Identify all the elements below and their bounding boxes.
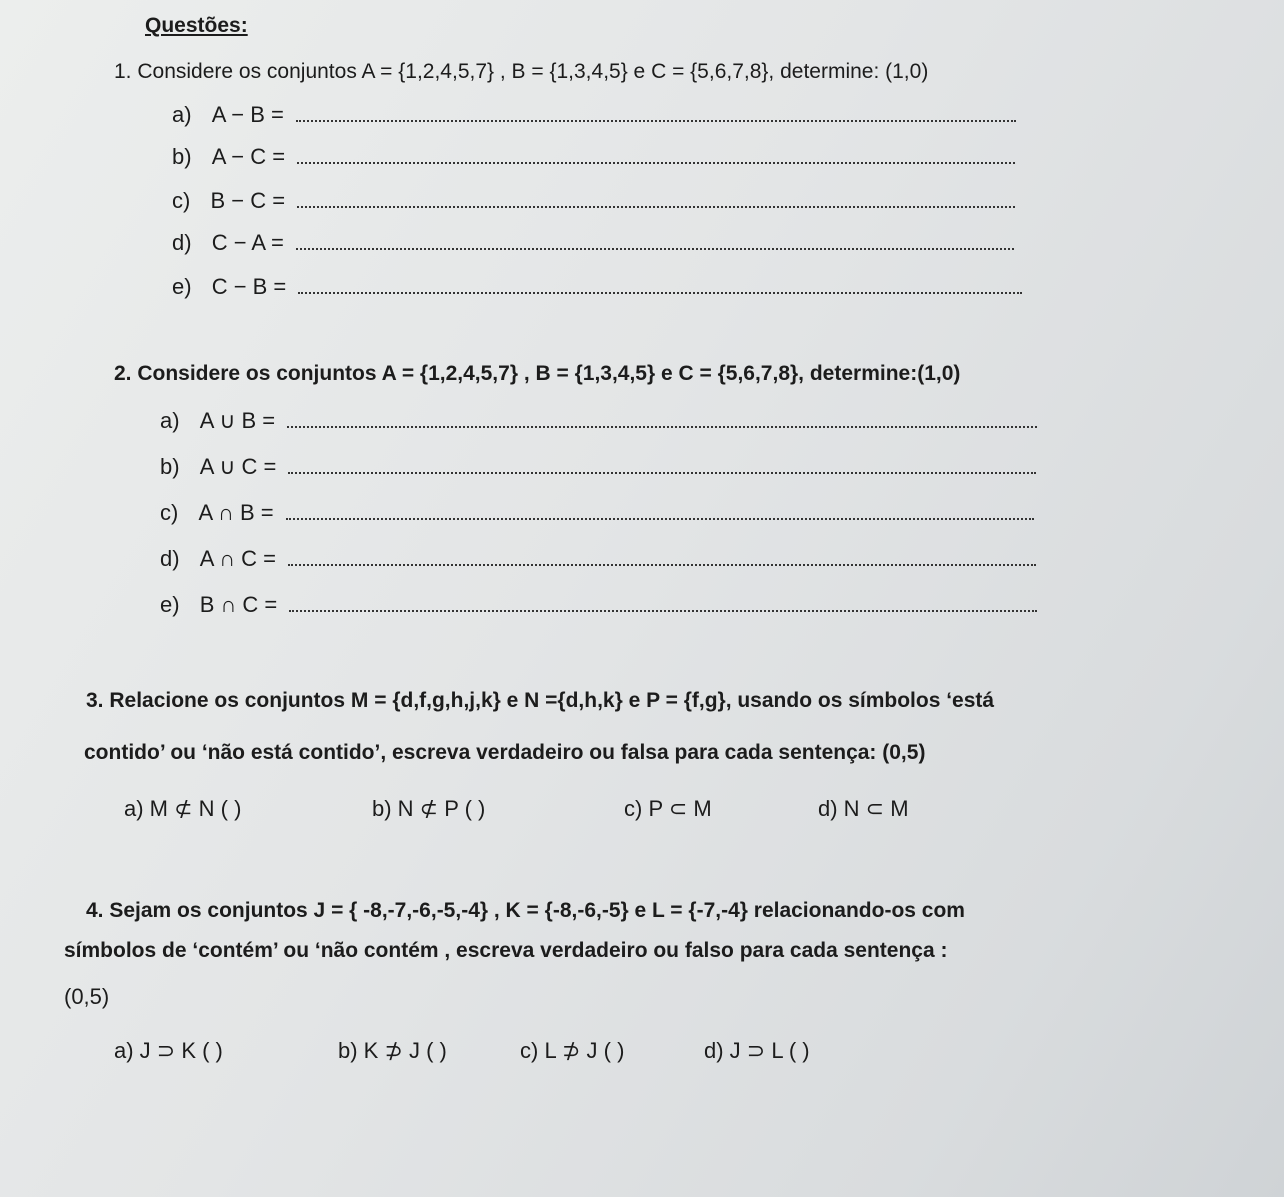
q1-item-b-expr: A − C = bbox=[211, 144, 286, 169]
q1-item-e-expr: C − B = bbox=[211, 274, 287, 299]
q2-item-c-label: c) bbox=[160, 500, 179, 525]
answer-line[interactable] bbox=[286, 517, 1034, 520]
q4-choice-a[interactable]: a) J ⊃ K ( ) bbox=[114, 1038, 223, 1063]
q3-choice-b[interactable]: b) N ⊄ P ( ) bbox=[372, 796, 486, 821]
q1-item-c-expr: B − C = bbox=[210, 188, 286, 213]
answer-line[interactable] bbox=[296, 119, 1016, 122]
question-4-line-1: 4. Sejam os conjuntos J = { -8,-7,-6,-5,-4} , K = {-8,-6,-5} e L = {-7,-4} relacionando-os com bbox=[86, 899, 965, 922]
q1-item-a bbox=[172, 102, 1016, 128]
q2-item-b-expr: A ∪ C = bbox=[199, 454, 277, 479]
answer-line[interactable] bbox=[288, 563, 1036, 566]
answer-line[interactable] bbox=[297, 205, 1015, 208]
question-2-text: 2. Considere os conjuntos A = {1,2,4,5,7} , B = {1,3,4,5} e C = {5,6,7,8}, determine:(1,0) bbox=[114, 362, 961, 385]
question-3-line-1: 3. Relacione os conjuntos M = {d,f,g,h,j,k} e N ={d,h,k} e P = {f,g}, usando os símbolos ‘está bbox=[86, 689, 995, 712]
answer-line[interactable] bbox=[297, 161, 1015, 164]
q3-choice-d[interactable]: d) N ⊂ M bbox=[818, 796, 909, 821]
q2-item-a bbox=[160, 408, 1037, 434]
q3-choice-a[interactable]: a) M ⊄ N ( ) bbox=[124, 796, 242, 821]
q2-item-d-label: d) bbox=[160, 546, 180, 571]
q4-choices bbox=[114, 1038, 914, 1068]
q3-choices bbox=[124, 796, 924, 826]
q1-item-e-label: e) bbox=[172, 274, 192, 299]
q1-item-b-label: b) bbox=[172, 144, 192, 169]
q1-item-a-expr: A − B = bbox=[211, 102, 284, 127]
q2-item-a-label: a) bbox=[160, 408, 180, 433]
answer-line[interactable] bbox=[287, 425, 1037, 428]
q1-item-b bbox=[172, 144, 1015, 170]
q1-item-d-label: d) bbox=[172, 230, 192, 255]
q1-item-c-label: c) bbox=[172, 188, 191, 213]
q1-item-d-expr: C − A = bbox=[211, 230, 284, 255]
answer-line[interactable] bbox=[289, 609, 1037, 612]
q2-item-d bbox=[160, 546, 1036, 572]
answer-line[interactable] bbox=[288, 471, 1036, 474]
answer-line[interactable] bbox=[298, 291, 1022, 294]
question-4-line-3: (0,5) bbox=[64, 984, 110, 1009]
answer-line[interactable] bbox=[296, 247, 1014, 250]
q1-item-d bbox=[172, 230, 1014, 256]
question-3-line-2: contido’ ou ‘não está contido’, escreva verdadeiro ou falsa para cada sentença: (0,5) bbox=[84, 741, 926, 764]
q2-item-e-label: e) bbox=[160, 592, 180, 617]
q3-choice-c[interactable]: c) P ⊂ M bbox=[624, 796, 712, 821]
page-title: Questões: bbox=[145, 14, 248, 37]
q2-item-b bbox=[160, 454, 1036, 480]
q4-choice-b[interactable]: b) K ⊅ J ( ) bbox=[338, 1038, 447, 1063]
q2-item-c bbox=[160, 500, 1034, 526]
q1-item-e bbox=[172, 274, 1022, 300]
q2-item-a-expr: A ∪ B = bbox=[199, 408, 276, 433]
question-4-line-2: símbolos de ‘contém’ ou ‘não contém , escreva verdadeiro ou falso para cada sentença : bbox=[64, 939, 948, 962]
q4-choice-d[interactable]: d) J ⊃ L ( ) bbox=[704, 1038, 810, 1063]
q2-item-e-expr: B ∩ C = bbox=[199, 592, 278, 617]
q2-item-e bbox=[160, 592, 1037, 618]
q1-item-c bbox=[172, 188, 1015, 214]
q2-item-c-expr: A ∩ B = bbox=[198, 500, 274, 525]
q2-item-d-expr: A ∩ C = bbox=[199, 546, 277, 571]
question-1-text: 1. Considere os conjuntos A = {1,2,4,5,7} , B = {1,3,4,5} e C = {5,6,7,8}, determine: (1,0) bbox=[114, 60, 929, 83]
q4-choice-c[interactable]: c) L ⊅ J ( ) bbox=[520, 1038, 625, 1063]
q2-item-b-label: b) bbox=[160, 454, 180, 479]
q1-item-a-label: a) bbox=[172, 102, 192, 127]
